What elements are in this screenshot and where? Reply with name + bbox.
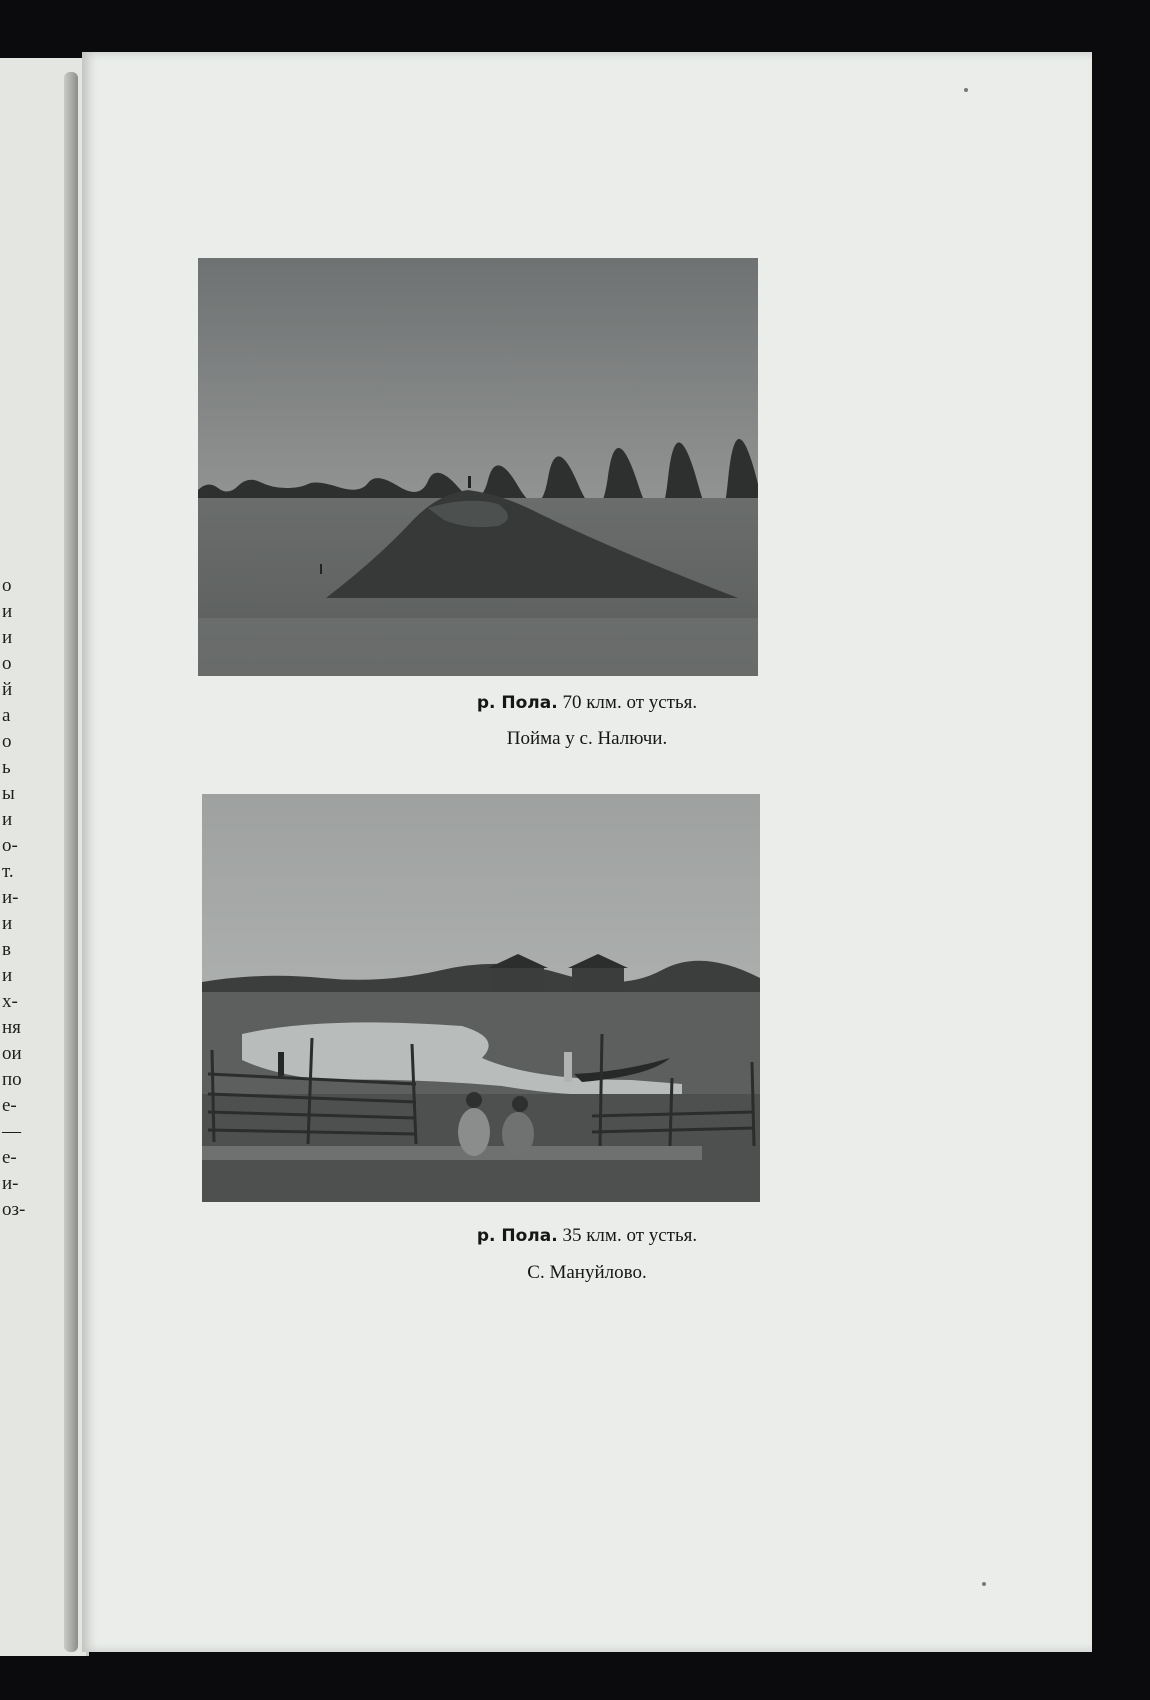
left-page-fragment: е- (2, 1147, 17, 1168)
book-page (82, 52, 1092, 1652)
photo-floodplain-mound (198, 258, 758, 676)
left-page-fragment: т. (2, 861, 14, 882)
speck (964, 88, 968, 92)
caption-1-line-1 (82, 692, 1092, 714)
left-page-fragment: о (2, 653, 12, 674)
left-page-fragment: х- (2, 991, 18, 1012)
left-page-fragment: и- (2, 887, 19, 908)
left-page-fragment: ы (2, 783, 15, 804)
caption-1-river-label: р. Пола. (476, 693, 558, 713)
left-page-fragment: е- (2, 1095, 17, 1116)
left-page-fragment: и (2, 627, 13, 648)
left-page-fragment: в (2, 939, 11, 960)
caption-1-distance: 70 клм. от устья. (562, 692, 698, 713)
left-page-fragment: и (2, 601, 13, 622)
left-page-fragment: ь (2, 757, 11, 778)
left-page-fragment: оз- (2, 1199, 26, 1220)
book-spine (64, 72, 78, 1652)
caption-2-line-1 (82, 1225, 1092, 1247)
caption-2-place: С. Мануйлово. (527, 1262, 647, 1283)
left-page-fragment: и (2, 809, 13, 830)
left-page-fragment: о (2, 731, 12, 752)
left-page-fragment: й (2, 679, 13, 700)
left-page-fragment: о (2, 575, 12, 596)
left-page-fragment: по (2, 1069, 22, 1090)
left-page-fragment: ня (2, 1017, 21, 1038)
caption-2-distance: 35 клм. от устья. (562, 1225, 698, 1246)
left-page-fragment: и- (2, 1173, 19, 1194)
left-page-fragment: и (2, 965, 13, 986)
caption-1-place: Пойма у с. Налючи. (506, 728, 668, 749)
left-page-fragment: о- (2, 835, 18, 856)
left-page-text-fragments (0, 58, 30, 1656)
caption-2-river-label: р. Пола. (476, 1226, 558, 1246)
left-page-fragment: и (2, 913, 13, 934)
left-page-fragment: а (2, 705, 11, 726)
left-page-fragment: — (2, 1121, 21, 1142)
speck (982, 1582, 986, 1586)
left-page-fragment: ои (2, 1043, 22, 1064)
photo-village-manuilovo (202, 794, 760, 1202)
